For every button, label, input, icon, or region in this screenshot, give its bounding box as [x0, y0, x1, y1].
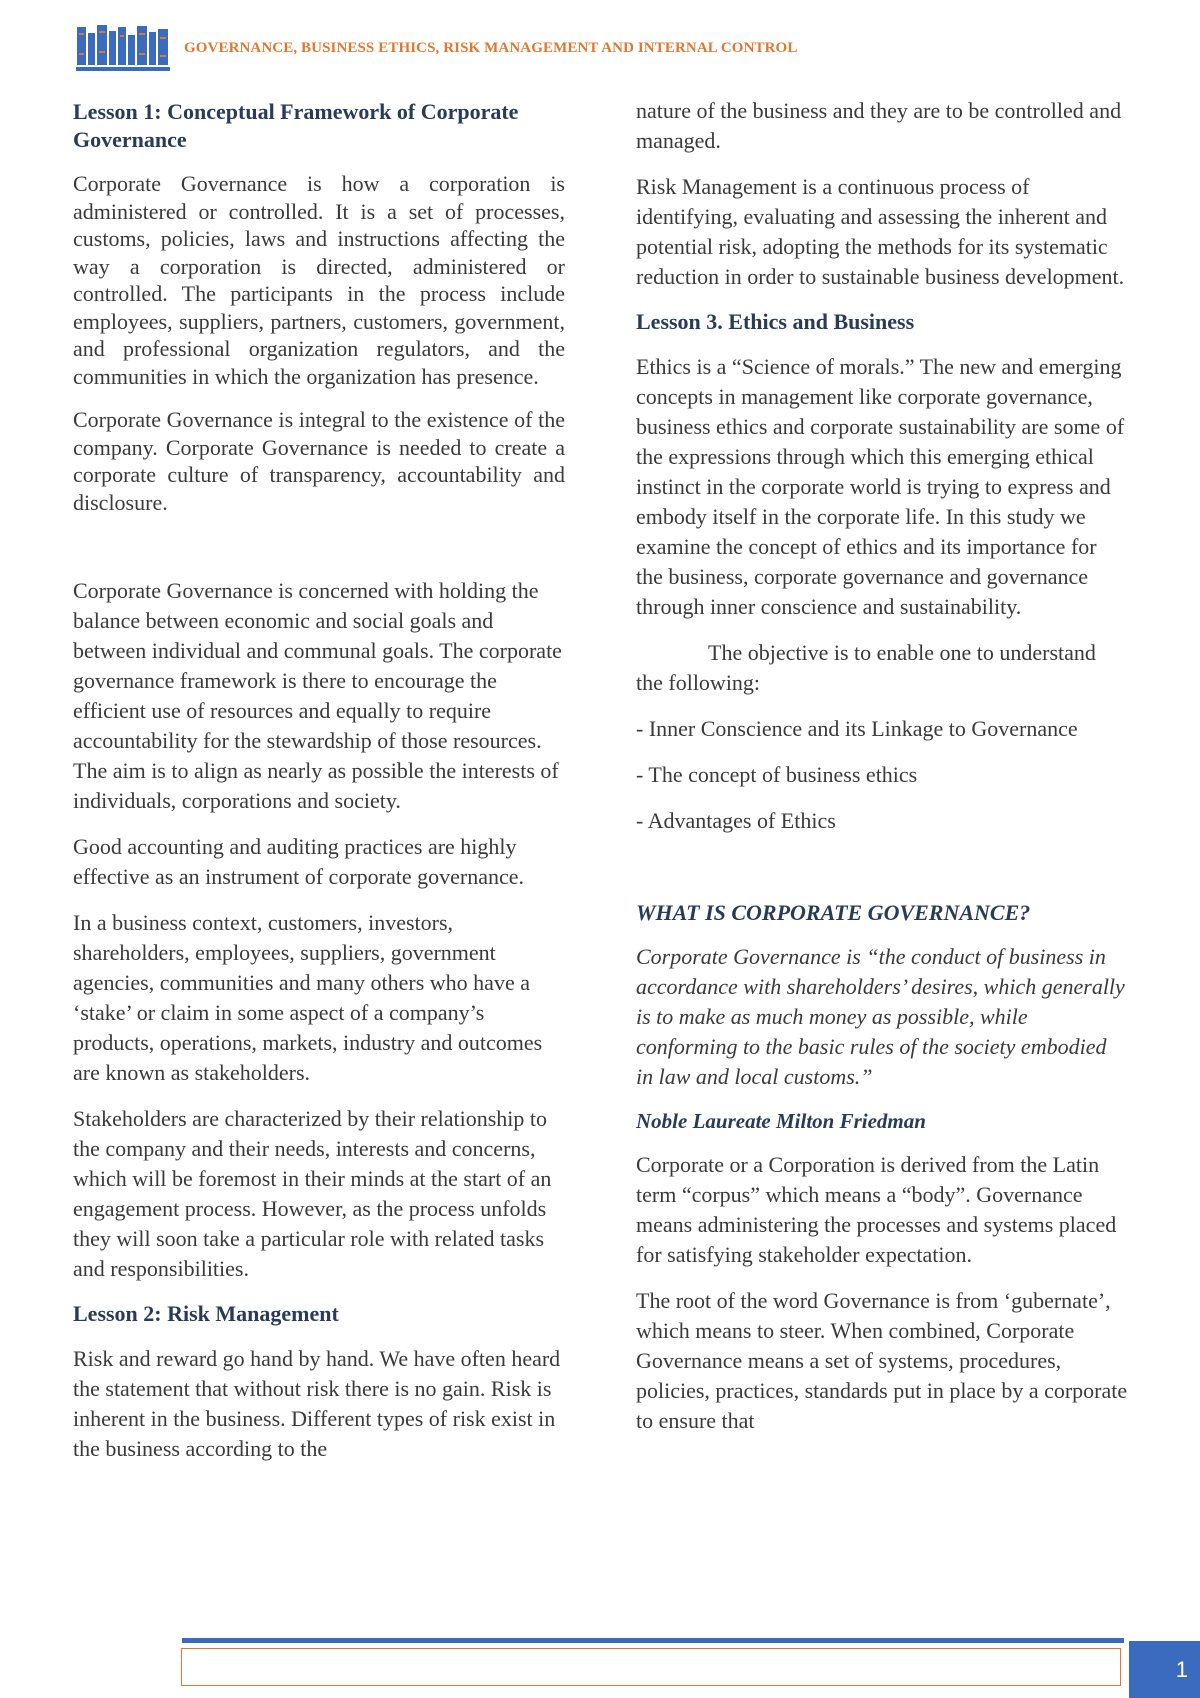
- section-heading: WHAT IS CORPORATE GOVERNANCE?: [636, 900, 1031, 925]
- paragraph: Good accounting and auditing practices are highly effective as an instrument of corporate governance.: [73, 834, 524, 889]
- page-number: 1: [1129, 1641, 1200, 1698]
- footer-box: [181, 1648, 1121, 1686]
- paragraph: Ethics is a “Science of morals.” The new and emerging concepts in management like corporate governance, business ethics and corporate sustainability are some of the expressions through which this emerging ethical instinct in the corporate world is trying to express and embody itself in the corporate life. In this study we examine the concept of ethics and its importance for the business, corporate governance and governance through inner conscience and sustainability.: [636, 354, 1125, 619]
- quote-author: Noble Laureate Milton Friedman: [636, 1109, 926, 1133]
- spacer: [636, 852, 1128, 898]
- paragraph: The objective is to enable one to understand the following:: [636, 640, 1096, 695]
- list-item: - The concept of business ethics: [636, 762, 918, 787]
- right-column: [636, 96, 1128, 1452]
- document-title: GOVERNANCE, BUSINESS ETHICS, RISK MANAGEMENT AND INTERNAL CONTROL: [184, 39, 798, 56]
- paragraph: Risk Management is a continuous process of identifying, evaluating and assessing the inherent and potential risk, adopting the methods for its systematic reduction in order to sustainable business development.: [636, 174, 1125, 289]
- footer-rule: [182, 1638, 1124, 1643]
- list-item: - Inner Conscience and its Linkage to Governance: [636, 716, 1078, 741]
- paragraph: Corporate or a Corporation is derived from the Latin term “corpus” which means a “body”. Governance means administering the processes and systems placed for satisfying stakeholder expectation.: [636, 1152, 1117, 1267]
- paragraph: Stakeholders are characterized by their relationship to the company and their needs, interests and concerns, which will be foremost in their minds at the start of an engagement process. However, as the process unfolds they will soon take a particular role with related tasks and responsibilities.: [73, 1106, 552, 1281]
- lesson3-heading: Lesson 3. Ethics and Business: [636, 309, 915, 334]
- paragraph: Corporate Governance is concerned with holding the balance between economic and social goals and between individual and communal goals. The corporate governance framework is there to encourage the efficient use of resources and equally to require accountability for the stewardship of those resources. The aim is to align as nearly as possible the interests of individuals, corporations and society.: [73, 578, 562, 813]
- bookshelf-logo-icon: [76, 23, 170, 73]
- list-item: - Advantages of Ethics: [636, 808, 836, 833]
- lesson1-heading: Lesson 1: Conceptual Framework of Corporate Governance: [73, 99, 519, 152]
- paragraph: Corporate Governance is how a corporation is administered or controlled. It is a set of processes, customs, policies, laws and instructions affecting the way a corporation is directed, administered or controlled. The participants in the process include employees, suppliers, partners, customers, government, and professional organization regulators, and the communities in which the organization has presence.: [73, 171, 565, 389]
- quote: Corporate Governance is “the conduct of business in accordance with shareholders’ desires, which generally is to make as much money as possible, while conforming to the basic rules of the society embodied in law and local customs.”: [636, 944, 1125, 1089]
- spacer: [73, 532, 565, 576]
- paragraph: The root of the word Governance is from ‘gubernate’, which means to steer. When combined, Corporate Governance means a set of systems, procedures, policies, practices, standards put in place by a corporate to ensure that: [636, 1288, 1128, 1433]
- paragraph: Corporate Governance is integral to the existence of the company. Corporate Governance is needed to create a corporate culture of transparency, accountability and disclosure.: [73, 407, 565, 515]
- left-column: [73, 98, 565, 1480]
- lesson2-heading: Lesson 2: Risk Management: [73, 1301, 339, 1326]
- paragraph: nature of the business and they are to be controlled and managed.: [636, 98, 1122, 153]
- page-header: [76, 22, 797, 74]
- paragraph: Risk and reward go hand by hand. We have often heard the statement that without risk there is no gain. Risk is inherent in the business. Different types of risk exist in the business according to the: [73, 1346, 561, 1461]
- paragraph: In a business context, customers, investors, shareholders, employees, suppliers, government agencies, communities and many others who have a ‘stake’ or claim in some aspect of a company’s products, operations, markets, industry and outcomes are known as stakeholders.: [73, 910, 543, 1085]
